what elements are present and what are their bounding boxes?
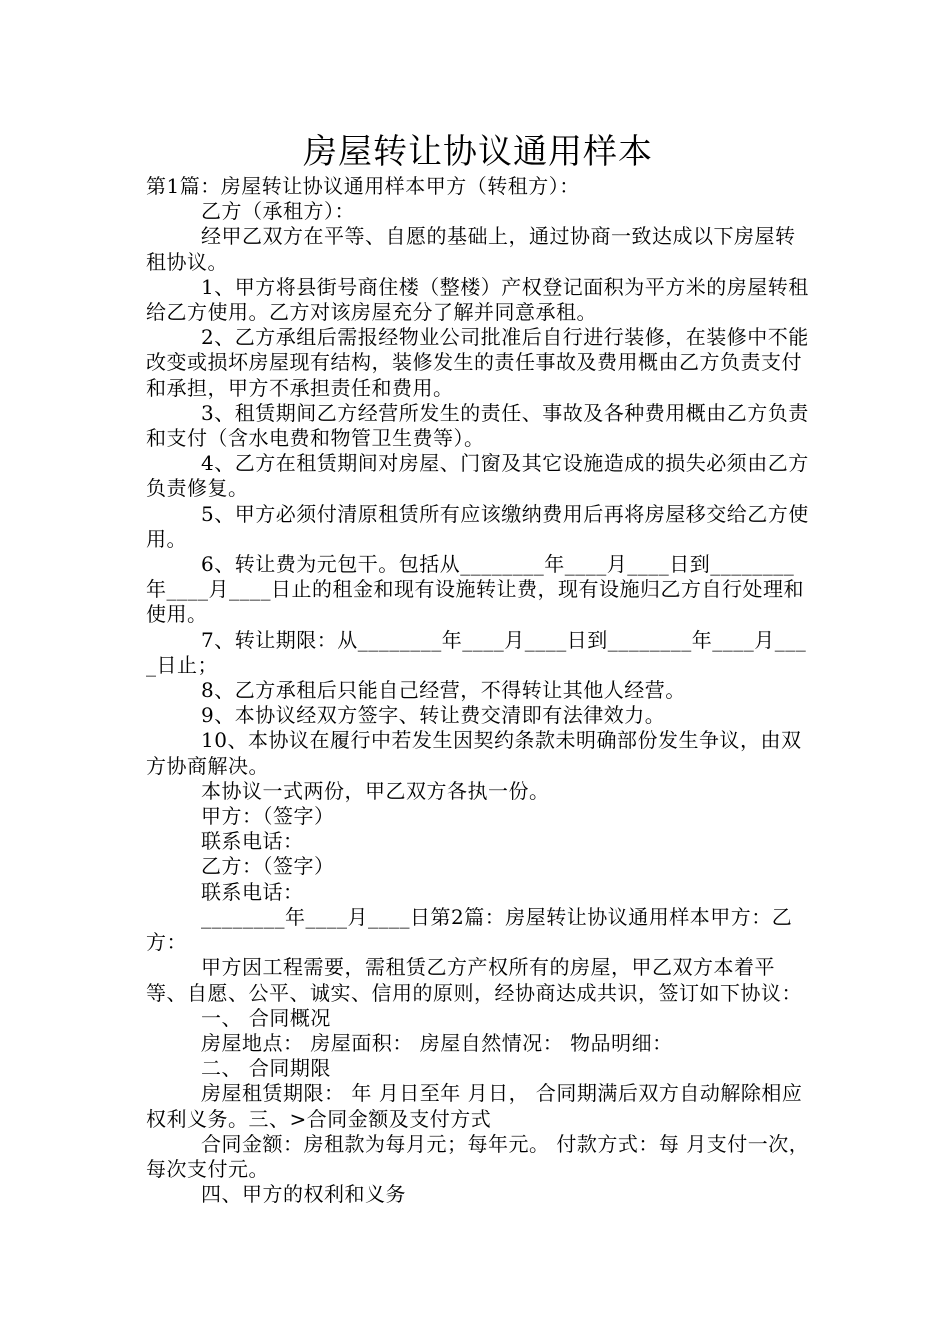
paragraph: 二、 合同期限 bbox=[201, 1056, 331, 1081]
paragraph: 5、甲方必须付清原租赁所有应该缴纳费用后再将房屋移交给乙方使用。 bbox=[146, 501, 809, 551]
paragraph: 甲方：（签字） bbox=[201, 804, 335, 829]
paragraph: 一、 合同概况 bbox=[201, 1005, 331, 1030]
paragraph: 3、租赁期间乙方经营所发生的责任、事故及各种费用概由乙方负责和支付（含水电费和物管卫生费等）。 bbox=[146, 400, 809, 451]
paragraph: 房屋地点： 房屋面积： 房屋自然情况： 物品明细： bbox=[201, 1030, 673, 1055]
document-body bbox=[146, 174, 810, 1207]
paragraph: 10、本协议在履行中若发生因契约条款未明确部份发生争议，由双方协商解决。 bbox=[146, 728, 802, 778]
paragraph: 第1篇：房屋转让协议通用样本甲方（转租方）： bbox=[146, 174, 580, 198]
paragraph: 甲方因工程需要，需租赁乙方产权所有的房屋，甲乙双方本着平等、自愿、公平、诚实、信用的原则，经协商达成共识，签订如下协议： bbox=[146, 955, 802, 1005]
paragraph: 6、转让费为元包干。包括从________年____月____日到________年____月____日止的租金和现有设施转让费，现有设施归乙方自行处理和使用。 bbox=[146, 552, 804, 627]
paragraph: 9、本协议经双方签字、转让费交清即有法律效力。 bbox=[201, 703, 666, 728]
document-title: 房屋转让协议通用样本 bbox=[303, 132, 653, 172]
paragraph: 四、甲方的权利和义务 bbox=[201, 1182, 406, 1207]
paragraph: 8、乙方承租后只能自己经营，不得转让其他人经营。 bbox=[201, 678, 686, 703]
paragraph: 本协议一式两份，甲乙双方各执一份。 bbox=[201, 778, 550, 803]
paragraph: 合同金额：房租款为每月元；每年元。 付款方式：每 月支付一次，每次支付元。 bbox=[146, 1131, 810, 1181]
paragraph: 2、乙方承组后需报经物业公司批准后自行进行装修，在装修中不能改变或损坏房屋现有结构，装修发生的责任事故及费用概由乙方负责支付和承担，甲方不承担责任和费用。 bbox=[146, 325, 809, 400]
paragraph: 7、转让期限：从________年____月____日到________年____月____日止； bbox=[146, 627, 807, 677]
paragraph: 经甲乙双方在平等、自愿的基础上，通过协商一致达成以下房屋转租协议。 bbox=[146, 224, 796, 274]
paragraph: 联系电话： bbox=[201, 829, 304, 854]
paragraph: 4、乙方在租赁期间对房屋、门窗及其它设施造成的损失必须由乙方负责修复。 bbox=[146, 451, 809, 501]
paragraph: ________年____月____日第2篇：房屋转让协议通用样本甲方：乙方： bbox=[146, 904, 793, 955]
paragraph: 联系电话： bbox=[201, 879, 304, 904]
paragraph: 1、甲方将县街号商住楼（整楼）产权登记面积为平方米的房屋转租给乙方使用。乙方对该房屋充分了解并同意承租。 bbox=[146, 274, 809, 325]
paragraph: 乙方（承租方）： bbox=[201, 199, 355, 224]
paragraph: 乙方：（签字） bbox=[201, 854, 335, 879]
paragraph: 房屋租赁期限： 年 月日至年 月日， 合同期满后双方自动解除相应权利义务。三、>合同金额及支付方式 bbox=[146, 1081, 803, 1131]
